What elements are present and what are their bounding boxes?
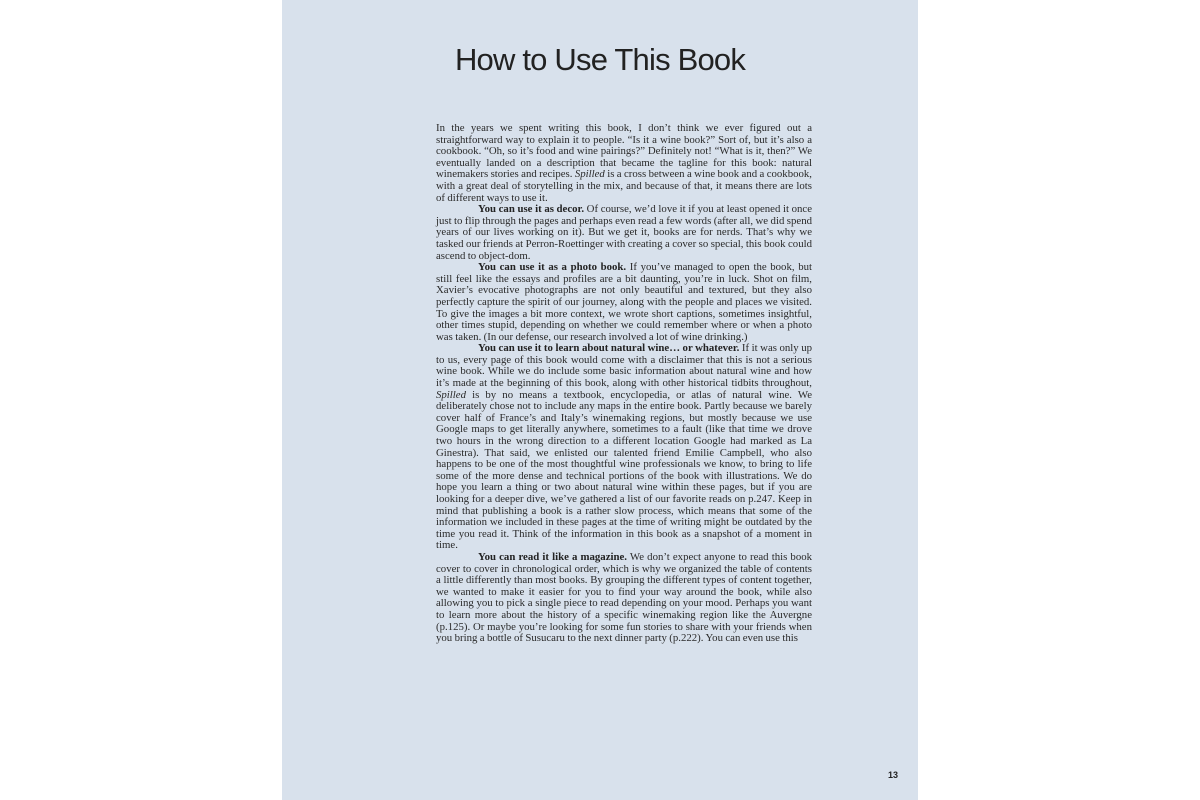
paragraph-text: is a cross between a wine book and a cookbook, with a great deal of storytelling in the mix, and because of that, it means there are lots of different ways to use it. <box>436 168 812 204</box>
body-text <box>436 123 812 645</box>
paragraph-text: We don’t expect anyone to read this book cover to cover in chronological order, which is why we organized the table of contents a little differently than most books. By grouping the different types of content together, we wanted to make it easier for you to find your way around the book, while also allowing you to pick a single piece to read depending on your mood. Perhaps you want to learn more about the history of a specific winemaking region like the Auvergne (p.125). Or maybe you’re looking for some fun stories to share with your friends when you bring a bottle of Susucaru to the next dinner party (p.222). You can even use this <box>436 550 813 645</box>
paragraph-lead: You can use it as decor. <box>478 203 585 216</box>
page-title: How to Use This Book <box>454 42 746 77</box>
italic-title: Spilled <box>436 388 466 401</box>
paragraph-text: If you’ve managed to open the book, but still feel like the essays and profiles are a bit daunting, you’re in luck. Shot on film, Xavier’s evocative photographs are not only beautiful and textured, but they also perfectly capture the spirit of our journey, along with the people and places we visited. To give the images a bit more context, we wrote short captions, sometimes insightful, other times stupid, depending on whether we could remember where or when a photo was taken. (In our defense, our research involved a lot of wine drinking.) <box>436 261 812 343</box>
paragraph-text: is by no means a textbook, encyclopedia, or atlas of natural wine. We deliberately chose not to include any maps in the entire book. Partly because we barely cover half of France’s and Italy’s winemaking regions, but mostly because we use Google maps to get literally anywhere, sometimes to a fault (like that time we drove two hours in the wrong direction to a different location Google had marked as La Ginestra). That said, we enlisted our talented friend Emilie Campbell, who also happens to be one of the most thoughtful wine professionals we know, to bring to life some of the more dense and technical portions of the book with illustrations. We do hope you learn a thing or two about natural wine within these pages, but if you are looking for a deeper dive, we’ve gathered a list of our favorite reads on p.247. Keep in mind that publishing a book is a rather slow process, which means that some of the information we included in these pages at the time of writing might be outdated by the time you read it. Think of the information in this book as a snapshot of a moment in time. <box>436 388 812 552</box>
paragraph <box>436 204 812 262</box>
page-number: 13 <box>887 770 898 780</box>
paragraph-lead: You can read it like a magazine. <box>478 550 627 563</box>
paragraph-text: Of course, we’d love it if you at least opened it once just to flip through the pages and perhaps even read a few words (after all, we did spend years of our lives working on it). But we get it, books are for nerds. That’s why we tasked our friends at Perron-Roettinger with creating a cover so special, this book could ascend to object-dom. <box>436 203 812 262</box>
paragraph-lead: You can use it as a photo book. <box>478 261 627 274</box>
paragraph <box>436 343 812 552</box>
paragraph <box>436 262 812 343</box>
paragraph-lead: You can use it to learn about natural wine… or whatever. <box>478 342 740 355</box>
paragraph <box>436 123 812 204</box>
paragraph-text: If it was only up to us, every page of this book would come with a disclaimer that this is not a serious wine book. While we do include some basic information about natural wine and how it’s made at the beginning of this book, along with other historical tidbits throughout, <box>436 342 812 390</box>
italic-title: Spilled <box>574 168 605 181</box>
paragraph-text: In the years we spent writing this book, I don’t think we ever figured out a straightforward way to explain it to people. “Is it a wine book?” Sort of, but it’s also a cookbook. “Oh, so it’s food and wine pairings?” Definitely not! “What is it, then?” We eventually landed on a description that became the tagline for this book: natural winemakers stories and recipes. <box>436 122 812 181</box>
paragraph <box>436 552 812 645</box>
book-page <box>282 0 918 800</box>
